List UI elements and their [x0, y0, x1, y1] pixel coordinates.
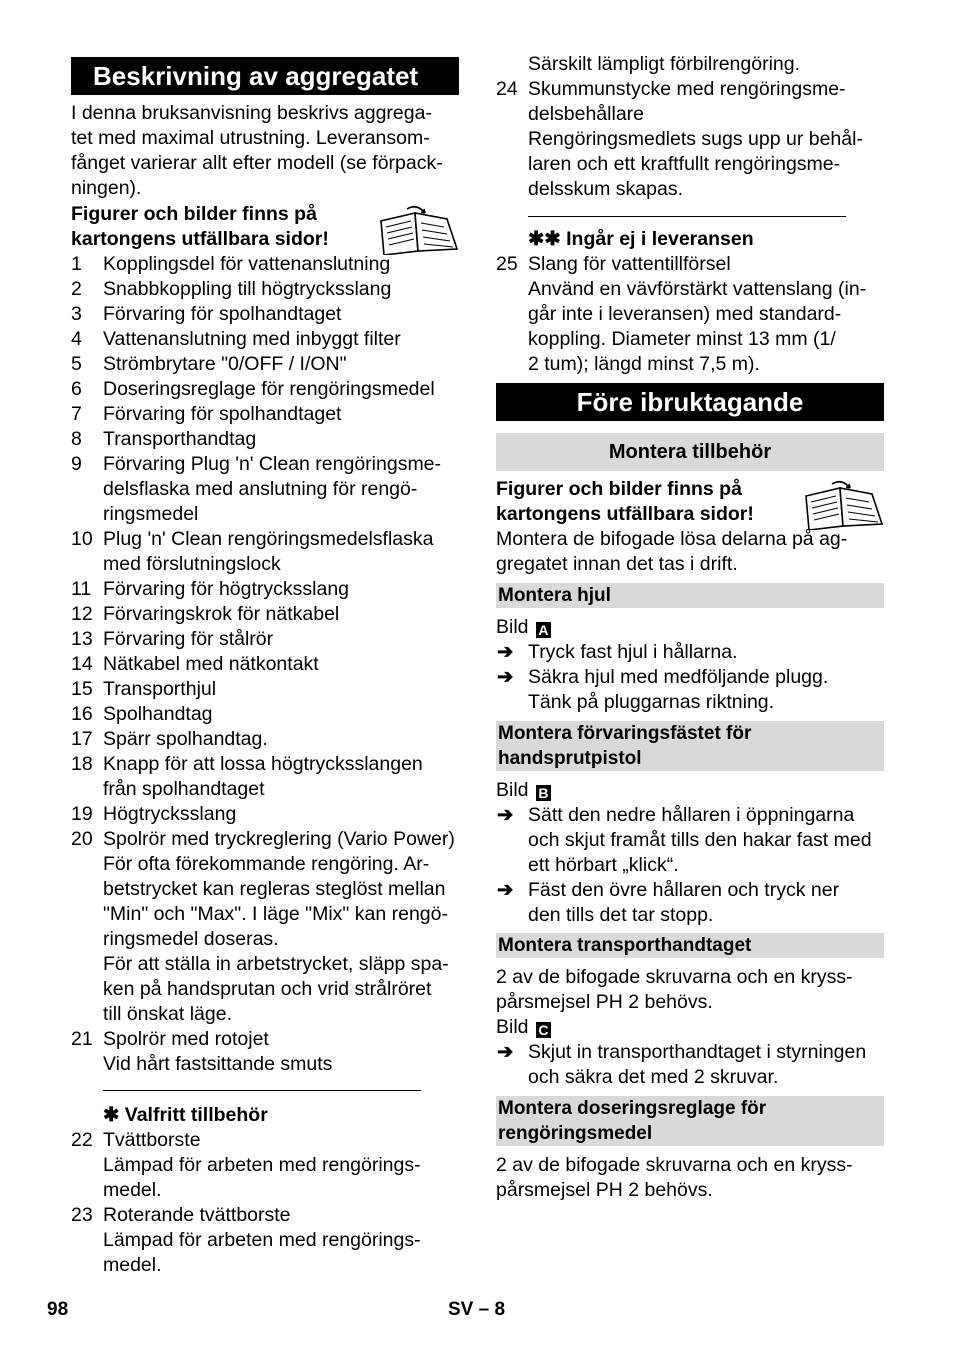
- item-text: Högtrycksslang: [103, 803, 237, 825]
- item-text: Kopplingsdel för vattenanslutning: [103, 253, 391, 275]
- item-number: 18: [71, 753, 93, 775]
- item-text: Nätkabel med nätkontakt: [103, 653, 319, 675]
- open-book-icon: [802, 478, 884, 530]
- figures-note: Figurer och bilder finns på kartongens utfällbara sidor!: [496, 478, 754, 525]
- list-item: [71, 302, 459, 327]
- figure-ref-a: Bild A: [496, 615, 551, 640]
- item-text: till önskat läge.: [103, 1003, 232, 1025]
- asterisk-icon: ✱✱: [528, 228, 561, 250]
- list-item: [71, 602, 459, 627]
- item-text: laren och ett kraftfullt rengöringsme-: [528, 153, 841, 175]
- optional-accessories-heading: ✱ Valfritt tillbehör: [103, 1104, 268, 1126]
- item-text: Lämpad för arbeten med rengörings-: [103, 1154, 421, 1176]
- list-item: [71, 727, 459, 752]
- item-text: Tvättborste: [103, 1129, 201, 1151]
- list-item: [71, 277, 459, 302]
- item-text: Förvaring för spolhandtaget: [103, 403, 342, 425]
- item-text: medel.: [103, 1179, 162, 1201]
- item-number: 17: [71, 728, 93, 750]
- item-text: Snabbkoppling till högtrycksslang: [103, 278, 392, 300]
- item-number: 7: [71, 403, 82, 425]
- arrow-right-icon: ➔: [497, 641, 514, 663]
- item-text: med förslutningslock: [103, 553, 281, 575]
- item-number: 25: [496, 253, 518, 275]
- list-item: [71, 377, 459, 402]
- list-item: [71, 252, 459, 277]
- page-number: 98: [47, 1299, 69, 1320]
- figure-ref-b: Bild B: [496, 778, 551, 803]
- item-text: Spärr spolhandtag.: [103, 728, 268, 750]
- list-item: [496, 252, 884, 377]
- item-number: 16: [71, 703, 93, 725]
- item-text: delsskum skapas.: [528, 178, 683, 200]
- list-item-25: [496, 252, 884, 377]
- arrow-right-icon: ➔: [497, 1041, 514, 1063]
- list-item: [71, 427, 459, 452]
- item-text: Spolhandtag: [103, 703, 213, 725]
- list-item: [71, 452, 459, 527]
- item-text: Använd en vävförstärkt vattenslang (in-: [528, 278, 867, 300]
- subheading-mount-wheels: Montera hjul: [496, 583, 884, 608]
- list-item-24: [496, 77, 884, 202]
- subsection-mount-accessories: Montera tillbehör: [496, 433, 884, 471]
- step: ➔ Säkra hjul med medföljande plugg. Tänk på pluggarnas riktning.: [497, 666, 829, 713]
- divider: [528, 216, 846, 217]
- list-item: [496, 77, 884, 202]
- item-number: 12: [71, 603, 93, 625]
- item-number: 2: [71, 278, 82, 300]
- item-text: Vattenanslutning med inbyggt filter: [103, 328, 401, 350]
- list-item: [71, 402, 459, 427]
- list-item: [71, 752, 459, 802]
- step: ➔ Tryck fast hjul i hållarna.: [497, 641, 738, 663]
- item-text: Transporthjul: [103, 678, 217, 700]
- item-number: 10: [71, 528, 93, 550]
- intro-paragraph: I denna bruksanvisning beskrivs aggrega- tet med maximal utrustning. Leveransom- fånget varierar allt efter modell (se förpack- ningen).: [71, 102, 443, 199]
- item-text: delsflaska med anslutning för rengö-: [103, 478, 418, 500]
- arrow-right-icon: ➔: [497, 666, 514, 688]
- item-text: koppling. Diameter minst 13 mm (1/: [528, 328, 836, 350]
- list-item: [71, 1027, 459, 1077]
- section-page-label: SV – 8: [448, 1299, 506, 1320]
- list-item: [71, 527, 459, 577]
- figure-ref-c: Bild C: [496, 1015, 853, 1040]
- handle-intro: 2 av de bifogade skruvarna och en kryss- pårsmejsel PH 2 behövs. Bild C: [496, 966, 853, 1038]
- item-text: Roterande tvättborste: [103, 1204, 291, 1226]
- item-number: 11: [71, 578, 92, 600]
- list-item: [71, 827, 459, 1027]
- arrow-right-icon: ➔: [497, 804, 514, 826]
- item-text: Transporthandtag: [103, 428, 257, 450]
- item-number: 1: [71, 253, 82, 275]
- arrow-right-icon: ➔: [497, 879, 514, 901]
- step: ➔ Fäst den övre hållaren och tryck ner den tills det tar stopp.: [497, 879, 840, 926]
- list-item: [71, 627, 459, 652]
- item-text: För att ställa in arbetstrycket, släpp spa-: [103, 953, 449, 975]
- item-text: Doseringsreglage för rengöringsmedel: [103, 378, 435, 400]
- item-text: betstrycket kan regleras steglöst mellan: [103, 878, 446, 900]
- subheading-mount-holder: Montera förvaringsfästet för handsprutpistol: [496, 721, 884, 771]
- steps-wheels: [496, 640, 884, 715]
- item-text: Spolrör med rotojet: [103, 1028, 269, 1050]
- list-item: [71, 652, 459, 677]
- item-text: För ofta förekommande rengöring. Ar-: [103, 853, 430, 875]
- open-book-icon: [377, 203, 459, 255]
- item-text: ringsmedel: [103, 503, 199, 525]
- item-text: 2 tum); längd minst 7,5 m).: [528, 353, 760, 375]
- list-item: [71, 802, 459, 827]
- item-text: Strömbrytare "0/OFF / I/ON": [103, 353, 347, 375]
- item-text: Rengöringsmedlets sugs upp ur behål-: [528, 128, 863, 150]
- list-item: [71, 1128, 459, 1203]
- item-number: 19: [71, 803, 93, 825]
- item-text: Förvaring Plug 'n' Clean rengöringsme-: [103, 453, 442, 475]
- asterisk-icon: ✱: [103, 1104, 120, 1126]
- optional-accessories-list: [71, 1128, 459, 1278]
- item-number: 24: [496, 78, 518, 100]
- section-title-before-use: Före ibruktagande: [496, 383, 884, 421]
- item-text: Knapp för att lossa högtrycksslangen: [103, 753, 423, 775]
- item-number: 21: [71, 1028, 93, 1050]
- mount-intro: Montera de bifogade lösa delarna på ag- gregatet innan det tas i drift.: [496, 528, 848, 575]
- dosing-intro: 2 av de bifogade skruvarna och en kryss- pårsmejsel PH 2 behövs.: [496, 1154, 853, 1201]
- item-number: 20: [71, 828, 93, 850]
- list-item: [71, 352, 459, 377]
- item-text: Förvaringskrok för nätkabel: [103, 603, 340, 625]
- item-text: Skummunstycke med rengöringsme-: [528, 78, 846, 100]
- item-text: "Min" och "Max". I läge "Mix" kan rengö-: [103, 903, 448, 925]
- item-text: från spolhandtaget: [103, 778, 265, 800]
- item-number: 22: [71, 1129, 93, 1151]
- not-included-heading: ✱✱ Ingår ej i leveransen: [528, 228, 754, 250]
- item-text: Spolrör med tryckreglering (Vario Power): [103, 828, 455, 850]
- item-text: går inte i leveransen) med standard-: [528, 303, 842, 325]
- subheading-mount-dosing: Montera doseringsreglage för rengöringsmedel: [496, 1096, 884, 1146]
- item-number: 15: [71, 678, 93, 700]
- item-text: Plug 'n' Clean rengöringsmedelsflaska: [103, 528, 434, 550]
- list-item: [71, 677, 459, 702]
- step: ➔ Skjut in transporthandtaget i styrningen och säkra det med 2 skruvar.: [497, 1041, 867, 1088]
- item-number: 9: [71, 453, 82, 475]
- figures-note: Figurer och bilder finns på kartongens utfällbara sidor!: [71, 203, 329, 250]
- item-number: 8: [71, 428, 82, 450]
- steps-handle: [496, 1040, 884, 1090]
- item-number: 6: [71, 378, 82, 400]
- list-item: [71, 327, 459, 352]
- steps-holder: [496, 803, 884, 928]
- subheading-mount-handle: Montera transporthandtaget: [496, 933, 884, 958]
- item-number: 14: [71, 653, 93, 675]
- item-text: Förvaring för högtrycksslang: [103, 578, 350, 600]
- section-title-description: Beskrivning av aggregatet: [71, 57, 459, 95]
- item-text: medel.: [103, 1254, 162, 1276]
- item-text: ken på handsprutan och vrid strålröret: [103, 978, 432, 1000]
- item-number: 5: [71, 353, 82, 375]
- item-text: Förvaring för spolhandtaget: [103, 303, 342, 325]
- item-text: delsbehållare: [528, 103, 645, 125]
- item-number: 13: [71, 628, 93, 650]
- item-text: ringsmedel doseras.: [103, 928, 279, 950]
- item-number: 3: [71, 303, 82, 325]
- item-23-continuation: Särskilt lämpligt förbilrengöring.: [528, 53, 801, 75]
- item-text: Lämpad för arbeten med rengörings-: [103, 1229, 421, 1251]
- component-list: [71, 252, 459, 1077]
- item-text: Förvaring för stålrör: [103, 628, 274, 650]
- item-text: Slang för vattentillförsel: [528, 253, 731, 275]
- divider: [103, 1090, 421, 1091]
- item-text: Vid hårt fastsittande smuts: [103, 1053, 333, 1075]
- list-item: [71, 577, 459, 602]
- list-item: [71, 1203, 459, 1278]
- step: ➔ Sätt den nedre hållaren i öppningarna och skjut framåt tills den hakar fast med ett hörbart „klick“.: [497, 804, 872, 876]
- item-number: 23: [71, 1204, 93, 1226]
- item-number: 4: [71, 328, 82, 350]
- list-item: [71, 702, 459, 727]
